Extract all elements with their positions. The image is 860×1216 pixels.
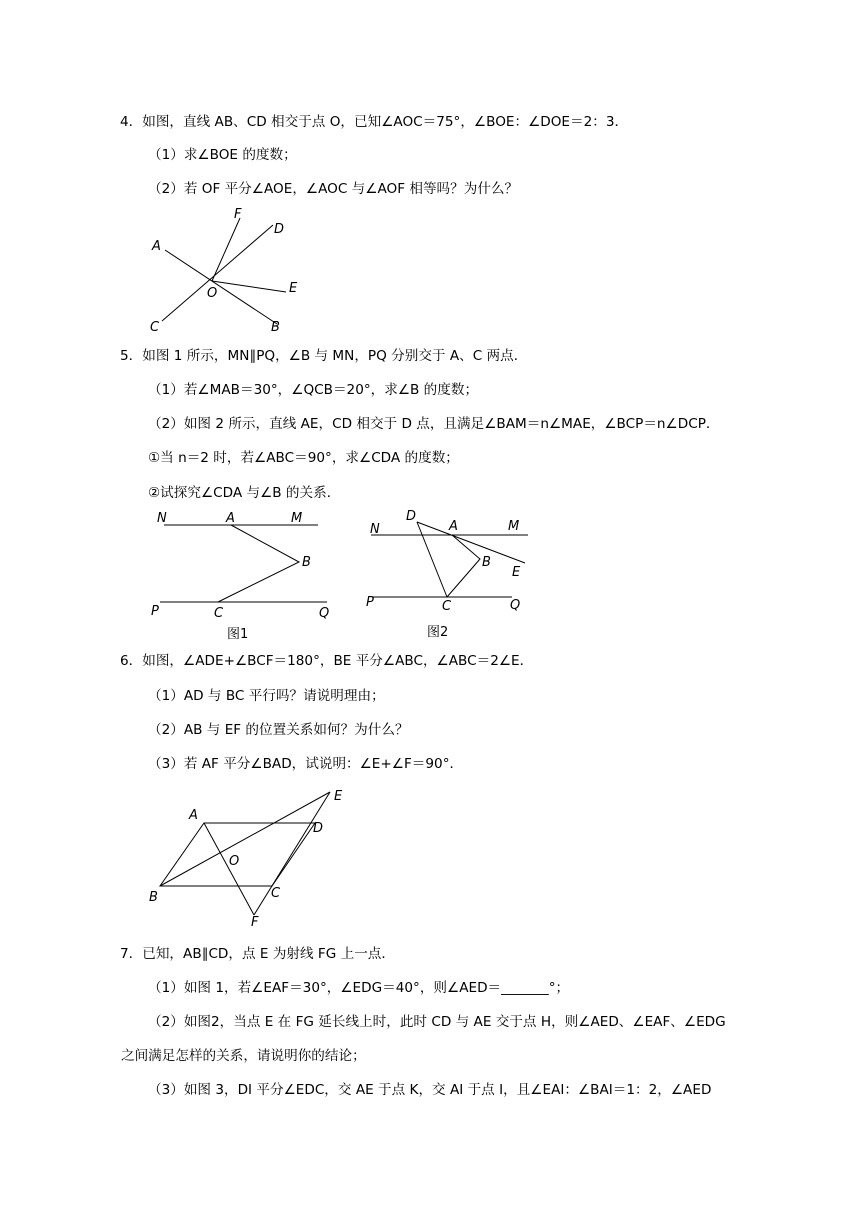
- label-M: M: [508, 519, 520, 534]
- label-N: N: [370, 522, 380, 537]
- ray-of: [212, 218, 240, 281]
- label-O: O: [229, 854, 240, 869]
- problem-7-q2: （2）如图2，当点 E 在 FG 延长线上时，此时 CD 与 AE 交于点 H，则∠AED、∠EAF、∠EDG: [148, 1014, 726, 1030]
- label-B: B: [302, 555, 311, 570]
- problem-5-figure-1: [145, 505, 345, 645]
- label-Q: Q: [319, 606, 330, 621]
- label-A: A: [189, 808, 198, 823]
- label-N: N: [157, 511, 167, 526]
- label-P: P: [366, 595, 374, 610]
- problem-5-q1: （1）若∠MAB＝30°，∠QCB＝20°，求∠B 的度数；: [148, 382, 479, 398]
- label-A: A: [152, 239, 161, 254]
- label-Q: Q: [510, 598, 521, 613]
- problem-7-q3: （3）如图 3，DI 平分∠EDC，交 AE 于点 K，交 AI 于点 I，且∠EAI：∠BAI＝1：2，∠AED: [148, 1082, 712, 1098]
- label-C: C: [442, 599, 452, 614]
- label-A: A: [449, 519, 458, 534]
- figure-caption: 图1: [227, 627, 249, 642]
- problem-4-q2: （2）若 OF 平分∠AOE，∠AOC 与∠AOF 相等吗？为什么？: [148, 181, 519, 197]
- problem-4-title: 4．如图，直线 AB、CD 相交于点 O，已知∠AOC＝75°，∠BOE：∠DOE＝2：3．: [120, 114, 629, 130]
- problem-5-title: 5．如图 1 所示，MN∥PQ，∠B 与 MN，PQ 分别交于 A、C 两点．: [120, 348, 528, 364]
- label-A: A: [226, 511, 235, 526]
- problem-5-figure-2: [362, 505, 542, 645]
- segment-fe: [254, 792, 330, 915]
- label-C: C: [214, 606, 224, 621]
- label-E: E: [512, 565, 521, 580]
- problem-4-figure: [140, 200, 320, 340]
- label-O: O: [207, 286, 218, 301]
- label-B: B: [271, 320, 280, 335]
- problem-5-q2: （2）如图 2 所示，直线 AE，CD 相交于 D 点，且满足∠BAM＝n∠MAE，∠BCP＝n∠DCP．: [148, 416, 720, 432]
- label-E: E: [334, 789, 343, 804]
- line-cd: [162, 225, 273, 321]
- label-C: C: [271, 886, 281, 901]
- figure-caption: 图2: [427, 625, 449, 640]
- problem-5-q2b: ②试探究∠CDA 与∠B 的关系．: [148, 485, 341, 501]
- problem-6-q3: （3）若 AF 平分∠BAD，试说明：∠E+∠F＝90°．: [148, 756, 464, 772]
- problem-4-q1: （1）求∠BOE 的度数；: [148, 147, 297, 163]
- ray-oe: [212, 281, 286, 292]
- problem-7-title: 7．已知，AB∥CD，点 E 为射线 FG 上一点．: [120, 946, 395, 962]
- label-M: M: [291, 511, 303, 526]
- label-B: B: [482, 555, 491, 570]
- label-P: P: [151, 604, 159, 619]
- problem-6-q2: （2）AB 与 EF 的位置关系如何？为什么？: [148, 722, 409, 738]
- segment-dc: [417, 522, 447, 597]
- label-D: D: [406, 509, 417, 524]
- label-F: F: [251, 915, 259, 930]
- problem-7-q1: （1）如图 1，若∠EAF＝30°，∠EDG＝40°，则∠AED＝_______°；: [148, 980, 570, 996]
- problem-5-q2a: ①当 n＝2 时，若∠ABC＝90°，求∠CDA 的度数；: [148, 450, 459, 466]
- problem-7-q2-continued: 之间满足怎样的关系，请说明你的结论；: [121, 1048, 366, 1064]
- segment-af: [204, 823, 254, 915]
- problem-6-title: 6．如图，∠ADE+∠BCF＝180°，BE 平分∠ABC，∠ABC＝2∠E．: [120, 653, 534, 669]
- segments-abc: [218, 525, 299, 602]
- label-C: C: [150, 320, 160, 335]
- label-B: B: [149, 890, 158, 905]
- label-D: D: [313, 821, 324, 836]
- problem-6-figure: [145, 785, 355, 930]
- label-E: E: [289, 281, 298, 296]
- label-D: D: [274, 222, 285, 237]
- label-F: F: [234, 207, 242, 222]
- problem-6-q1: （1）AD 与 BC 平行吗？请说明理由；: [148, 688, 385, 704]
